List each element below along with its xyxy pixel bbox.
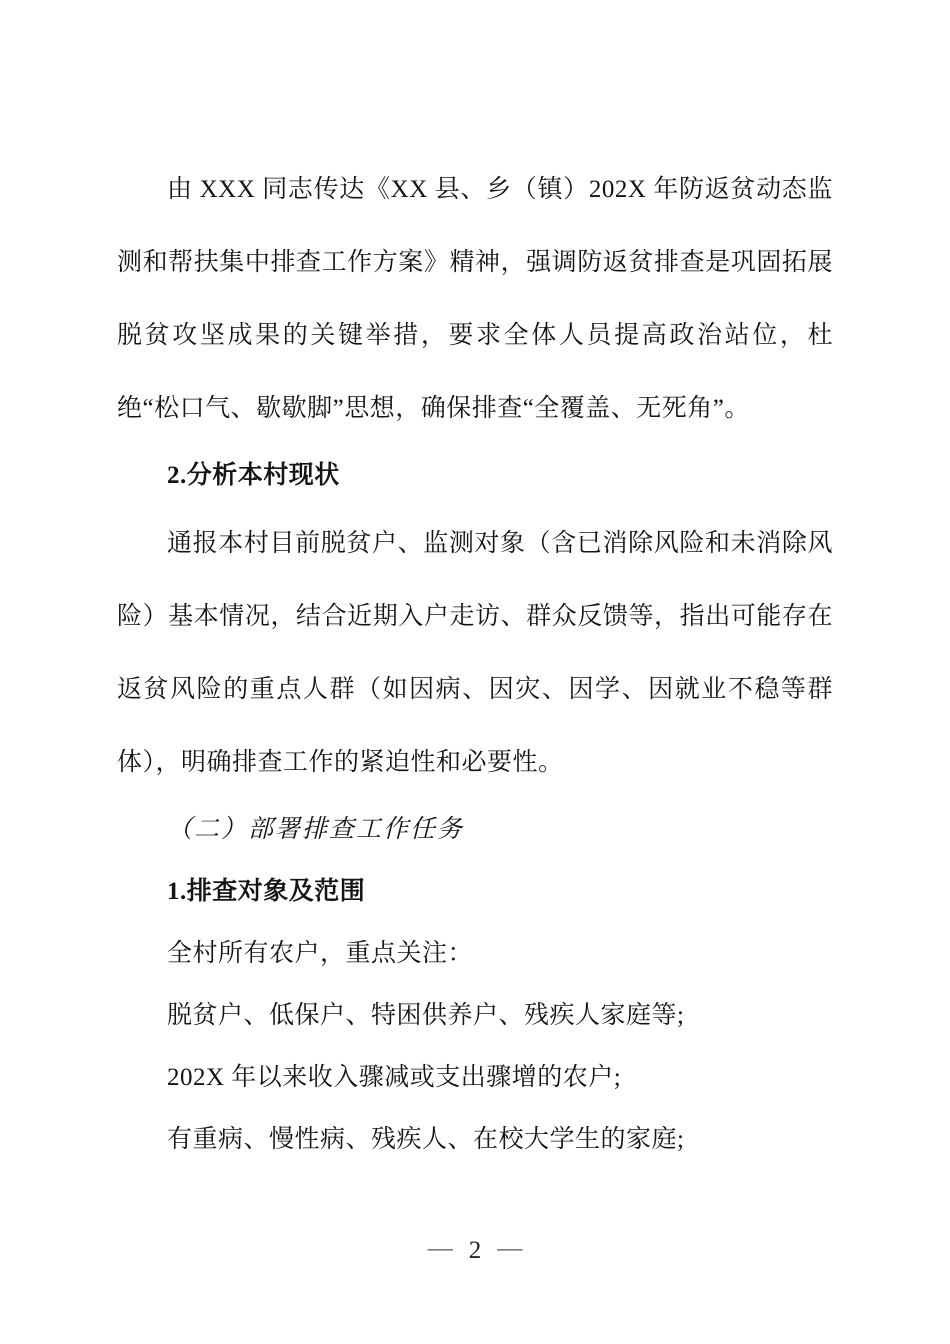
- footer-left-dash: —: [427, 1235, 453, 1262]
- paragraph-key-group-poverty-households: 脱贫户、低保户、特困供养户、残疾人家庭等;: [167, 1002, 685, 1029]
- paragraph-convey-plan-spirit: 由 XXX 同志传达《XX 县、乡（镇）202X 年防返贫动态监测和帮扶集中排查工作方案》精神，强调防返贫排查是巩固拓展脱贫攻坚成果的关键举措，要求全体人员提高政治站位，杜绝“松口气、歇歇脚”思想，确保排查“全覆盖、无死角”。: [117, 176, 833, 422]
- document-body: [117, 153, 833, 1171]
- heading-analyze-village-status: 2.分析本村现状: [167, 462, 340, 489]
- paragraph-all-households-focus: 全村所有农户，重点关注：: [167, 940, 474, 967]
- paragraph-key-group-illness-students: 有重病、慢性病、残疾人、在校大学生的家庭;: [167, 1126, 685, 1153]
- page-footer: [0, 1231, 950, 1271]
- page-number: 2: [468, 1237, 482, 1264]
- paragraph-village-status-report: 通报本村目前脱贫户、监测对象（含已消除风险和未消除风险）基本情况，结合近期入户走访、群众反馈等，指出可能存在返贫风险的重点人群（如因病、因灾、因学、因就业不稳等群体），明确排查工作的紧迫性和必要性。: [117, 530, 833, 776]
- paragraph-key-group-income-change: 202X 年以来收入骤减或支出骤增的农户;: [167, 1064, 622, 1091]
- subheading-deploy-survey-tasks: （二）部署排查工作任务: [167, 816, 465, 843]
- footer-right-dash: —: [497, 1235, 523, 1262]
- heading-survey-targets-scope: 1.排查对象及范围: [167, 878, 366, 905]
